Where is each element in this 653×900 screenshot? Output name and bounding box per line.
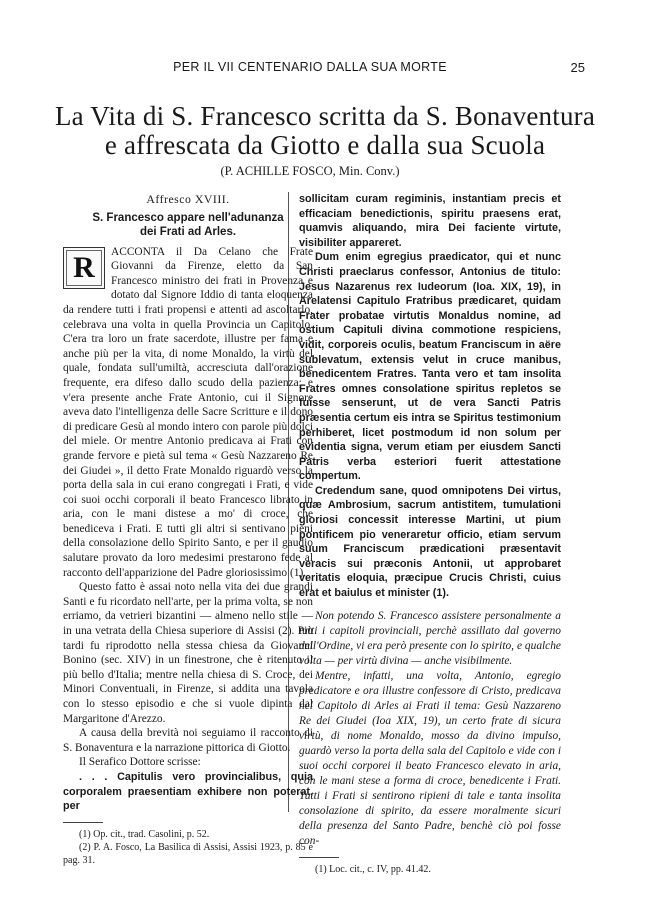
fresco-label: Affresco XVIII. <box>146 192 230 206</box>
footnotes-left <box>63 828 313 867</box>
latin-quote-start: . . . Capitulis vero provincialibus, quia corporalem praesentiam exhibere non poterat, per <box>63 770 313 813</box>
article-title <box>30 102 620 160</box>
translation-paragraph-2: Mentre, infatti, una volta, Antonio, egregio predicatore e ora illustre confessore di Cristo, predicava nel Capitolo di Arles ai Frati il tema: Gesù Nazzareno Re dei Giudei (Ioa XIX, 19), un certo frate di sicura virtù, di nome Monaldo, mosso da divino impulso, guardò verso la porta della sala del Capitolo e vide con i suoi occhi corporei il beato Francesco elevato in aria, con le mani stese a forma di croce, benedicente i Frati. Tutti i Frati si sentirono ripieni di tale e tanta insolita consolazione di spirito, da essere moralmente sicuri della presenza del Santo Padre, benchè ciò poi fosse con- <box>299 669 561 847</box>
latin-paragraph-3: Credendum sane, quod omnipotens Dei virtus, quæ Ambrosium, sacrum antistitem, tumulationi gloriosi concessit interesse Martini, ut pium pontificem pio veneraretur officio, etiam servum suum Franciscum prædicationi præsentavit veracis sui præconis Antonii, ut approbaret veritatis eloquia, præcipue Crucis Christi, cuius erat et baiulus et minister (1). <box>299 484 561 600</box>
footnote-right-1: (1) Loc. cit., c. IV, pp. 41.42. <box>315 863 431 875</box>
section-heading-line-2: dei Frati ad Arles. <box>139 225 237 238</box>
page-number: 25 <box>570 60 585 75</box>
section-heading-line-1: S. Francesco appare nell'adunanza <box>92 211 284 224</box>
decorated-initial <box>63 247 105 289</box>
decorated-initial-letter: R <box>66 250 102 286</box>
paragraph-1-text: ACCONTA il Da Celano che Frate Giovanni da Firenze, eletto da San Francesco ministro dei frati in Provenza e dotato dal Signore Iddio di tanta eloquenza da rendere tutti i frati propensi e attenti ad ascoltarlo, celebrava una volta in quella Provincia un Capitolo. C'era tra loro un frate sacerdote, illustre per fama e anche più per la vita, di nome Monaldo, la virtù del quale, fondata sull'umiltà, accresciuta dall'orazione frequente, era difeso dallo scudo della pazienza; e v'era presente anche Frate Antonio, cui il Signore aveva dato l'intelligenza delle Sacre Scritture e il dono di predicare Gesù al mondo intero con parole più dolci del miele. Or mentre Antonio predicava ai Frati con grande fervore e pietà sul tema « Gesù Nazzareno Re dei Giudei », il detto Frate Monaldo riguardò verso la porta della sala in cui erano congregati i Frati, e vide coi suoi occhi corporali il beato Francesco librato in aria, con le mani distese a mo' di croce, che benediceva i Frati. E tutti gli altri si sentivano pieni della consolazione dello Spirito Santo, e per il gaudio salutare provato da loro medesimi prestarono fede al racconto dell'apparizione del Padre gloriosissimo (1). <box>63 245 313 579</box>
footnote-2: (2) P. A. Fosco, La Basilica di Assisi, Assisi 1923, p. 85 e pag. 31. <box>63 841 313 866</box>
footnote-1: (1) Op. cit., trad. Casolini, p. 52. <box>79 828 210 840</box>
paragraph-1 <box>63 245 313 581</box>
running-header <box>60 60 560 75</box>
paragraph-3: A causa della brevità noi seguiamo il racconto di S. Bonaventura e la narrazione pittorica di Giotto. <box>63 727 313 754</box>
article-title-line-1: La Vita di S. Francesco scritta da S. Bonaventura <box>54 101 596 131</box>
article-title-line-2: e affrescata da Giotto e dalla sua Scuola <box>104 130 546 160</box>
footnote-rule-right <box>299 857 339 858</box>
latin-paragraph-2: Dum enim egregius praedicator, qui et nunc Christi praeclarus confessor, Antonius de titulo: Jesus Nazarenus rex Iudeorum (Ioa. XIX, 19), in Arelatensi Capitulo Fratribus prædicaret, quidam Frater probatae virtutis Monaldus nomine, ad ostium Capituli divina commotione respiciens, vidit, corporeis oculis, beatum Franciscum in aëre sublevatum, extensis velut in cruce manibus, benedicentem Fratres. Tanta vero et tam insolita Fratres omnes consolatione spiritus repletos se fuisse senserunt, ut de vera Sancti Patris præsentia certum eis intra se Spiritus testimonium perhiberet, licet postmodum id non solum per evidentia signa, verum etiam per eiusdem Sancti Patris verba esteriori fuerit attestatione compertum. <box>299 251 561 483</box>
running-title: PER IL VII CENTENARIO DALLA SUA MORTE <box>173 60 447 74</box>
section-heading <box>63 211 313 239</box>
right-column <box>299 192 561 876</box>
paragraph-4: Il Serafico Dottore scrisse: <box>79 756 201 769</box>
footnotes-right <box>299 863 561 876</box>
left-column <box>63 192 313 867</box>
paragraph-2: Questo fatto è assai noto nella vita dei due grandi Santi e fu ricordato nell'arte, per la prima volta, se non erriamo, da vetrieri bizantini — almeno nello stile — in una vetrata della Chiesa superiore di Assisi (2). Più tardi fu riprodotto nella stessa chiesa da Giovanni Bonino (sec. XIV) in un finestrone, che è ritenuto il più bello d'Italia; mentre nella chiesa di S. Croce, dei Minori Conventuali, in Firenze, si addita una tavola con lo stesso episodio e che si vuole dipinta dal Margaritone d'Arezzo. <box>63 581 313 725</box>
translation-paragraph-1: Non potendo S. Francesco assistere personalmente a tutti i capitoli provinciali, perchè assillato dal governo dell'Ordine, vi era però presente con lo spirito, e qualche volta — per virtù divina — anche visibilmente. <box>299 609 561 667</box>
latin-paragraph-1: sollicitam curam regiminis, instantiam precis et efficaciam benedictionis, spiritu praesens erat, quamvis aliquando, mira Dei faciente virtute, visibiliter appareret. <box>299 193 561 249</box>
footnote-rule <box>63 822 103 823</box>
byline: (P. ACHILLE FOSCO, Min. Conv.) <box>220 164 400 178</box>
